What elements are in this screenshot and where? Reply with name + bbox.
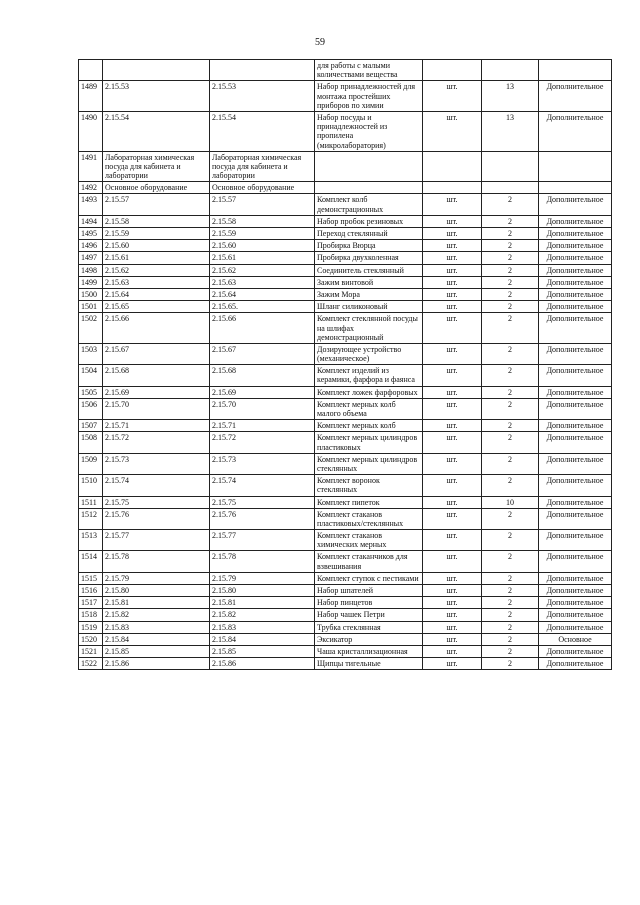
code-cell: 2.15.70: [103, 398, 210, 419]
quantity-cell: 2: [482, 215, 539, 227]
code-secondary-cell: Лабораторная химическая посуда для кабинета и лаборатории: [210, 151, 315, 182]
table-row: [79, 621, 612, 633]
unit-cell: шт.: [423, 365, 482, 386]
unit-cell: шт.: [423, 633, 482, 645]
equipment-type-cell: Дополнительное: [539, 276, 612, 288]
code-cell: 2.15.74: [103, 475, 210, 496]
quantity-cell: 2: [482, 264, 539, 276]
row-number-cell: 1505: [79, 386, 103, 398]
code-secondary-cell: 2.15.86: [210, 658, 315, 670]
row-number-cell: 1493: [79, 194, 103, 215]
quantity-cell: 13: [482, 111, 539, 151]
item-name-cell: Комплект мерных цилиндров пластиковых: [315, 432, 423, 453]
unit-cell: [423, 60, 482, 81]
item-name-cell: [315, 182, 423, 194]
table-row: [79, 240, 612, 252]
code-cell: 2.15.73: [103, 453, 210, 474]
code-secondary-cell: 2.15.74: [210, 475, 315, 496]
equipment-type-cell: Дополнительное: [539, 252, 612, 264]
code-cell: Лабораторная химическая посуда для кабинета и лаборатории: [103, 151, 210, 182]
row-number-cell: 1515: [79, 572, 103, 584]
unit-cell: шт.: [423, 621, 482, 633]
item-name-cell: Пробирка двухколенная: [315, 252, 423, 264]
unit-cell: шт.: [423, 81, 482, 112]
quantity-cell: 2: [482, 645, 539, 657]
item-name-cell: Комплект колб демонстрационных: [315, 194, 423, 215]
quantity-cell: 2: [482, 633, 539, 645]
code-cell: [103, 60, 210, 81]
item-name-cell: Трубка стеклянная: [315, 621, 423, 633]
quantity-cell: 2: [482, 432, 539, 453]
unit-cell: шт.: [423, 301, 482, 313]
row-number-cell: 1510: [79, 475, 103, 496]
code-cell: 2.15.86: [103, 658, 210, 670]
code-cell: 2.15.61: [103, 252, 210, 264]
unit-cell: шт.: [423, 288, 482, 300]
table-row: [79, 151, 612, 182]
code-secondary-cell: 2.15.69: [210, 386, 315, 398]
code-secondary-cell: 2.15.63: [210, 276, 315, 288]
equipment-type-cell: Дополнительное: [539, 572, 612, 584]
code-cell: 2.15.80: [103, 585, 210, 597]
table-row: [79, 215, 612, 227]
equipment-type-cell: Дополнительное: [539, 475, 612, 496]
quantity-cell: 2: [482, 597, 539, 609]
code-secondary-cell: 2.15.57: [210, 194, 315, 215]
quantity-cell: 2: [482, 530, 539, 551]
quantity-cell: 2: [482, 572, 539, 584]
table-row: [79, 398, 612, 419]
row-number-cell: 1503: [79, 343, 103, 364]
unit-cell: шт.: [423, 420, 482, 432]
code-secondary-cell: 2.15.78: [210, 551, 315, 572]
item-name-cell: Комплект ложек фарфоровых: [315, 386, 423, 398]
quantity-cell: 2: [482, 276, 539, 288]
equipment-type-cell: [539, 60, 612, 81]
unit-cell: шт.: [423, 508, 482, 529]
code-cell: 2.15.59: [103, 228, 210, 240]
table-row: [79, 276, 612, 288]
equipment-type-cell: Дополнительное: [539, 420, 612, 432]
row-number-cell: 1495: [79, 228, 103, 240]
row-number-cell: 1514: [79, 551, 103, 572]
code-cell: Основное оборудование: [103, 182, 210, 194]
quantity-cell: 2: [482, 240, 539, 252]
equipment-type-cell: [539, 182, 612, 194]
row-number-cell: 1512: [79, 508, 103, 529]
row-number-cell: 1509: [79, 453, 103, 474]
code-secondary-cell: 2.15.82: [210, 609, 315, 621]
unit-cell: шт.: [423, 252, 482, 264]
unit-cell: шт.: [423, 658, 482, 670]
row-number-cell: 1513: [79, 530, 103, 551]
equipment-type-cell: Дополнительное: [539, 111, 612, 151]
item-name-cell: Комплект стеклянной посуды на шлифах демонстрационный: [315, 313, 423, 344]
code-cell: 2.15.77: [103, 530, 210, 551]
equipment-type-cell: Дополнительное: [539, 264, 612, 276]
row-number-cell: 1519: [79, 621, 103, 633]
code-cell: 2.15.63: [103, 276, 210, 288]
equipment-type-cell: Дополнительное: [539, 658, 612, 670]
table-row: [79, 252, 612, 264]
unit-cell: шт.: [423, 343, 482, 364]
table-body: [79, 60, 612, 670]
item-name-cell: Зажим винтовой: [315, 276, 423, 288]
code-secondary-cell: 2.15.79: [210, 572, 315, 584]
item-name-cell: Шланг силиконовый: [315, 301, 423, 313]
code-secondary-cell: 2.15.83: [210, 621, 315, 633]
equipment-type-cell: Дополнительное: [539, 288, 612, 300]
unit-cell: шт.: [423, 572, 482, 584]
quantity-cell: 2: [482, 194, 539, 215]
row-number-cell: 1498: [79, 264, 103, 276]
code-cell: 2.15.78: [103, 551, 210, 572]
equipment-type-cell: [539, 151, 612, 182]
table-row: [79, 508, 612, 529]
equipment-type-cell: Дополнительное: [539, 621, 612, 633]
code-secondary-cell: 2.15.59: [210, 228, 315, 240]
quantity-cell: 2: [482, 475, 539, 496]
unit-cell: шт.: [423, 276, 482, 288]
item-name-cell: Щипцы тигельные: [315, 658, 423, 670]
row-number-cell: 1518: [79, 609, 103, 621]
quantity-cell: 2: [482, 343, 539, 364]
equipment-type-cell: Дополнительное: [539, 228, 612, 240]
table-row: [79, 420, 612, 432]
table-row: [79, 288, 612, 300]
equipment-type-cell: Дополнительное: [539, 343, 612, 364]
table-row: [79, 194, 612, 215]
equipment-type-cell: Дополнительное: [539, 398, 612, 419]
unit-cell: шт.: [423, 228, 482, 240]
row-number-cell: 1489: [79, 81, 103, 112]
quantity-cell: 2: [482, 301, 539, 313]
quantity-cell: 2: [482, 252, 539, 264]
code-secondary-cell: 2.15.61: [210, 252, 315, 264]
quantity-cell: 2: [482, 585, 539, 597]
code-secondary-cell: 2.15.85: [210, 645, 315, 657]
row-number-cell: 1504: [79, 365, 103, 386]
unit-cell: шт.: [423, 475, 482, 496]
row-number-cell: 1490: [79, 111, 103, 151]
equipment-type-cell: Дополнительное: [539, 432, 612, 453]
item-name-cell: Комплект стаканов химических мерных: [315, 530, 423, 551]
equipment-type-cell: Дополнительное: [539, 313, 612, 344]
code-cell: 2.15.81: [103, 597, 210, 609]
code-secondary-cell: Основное оборудование: [210, 182, 315, 194]
code-cell: 2.15.57: [103, 194, 210, 215]
unit-cell: шт.: [423, 398, 482, 419]
row-number-cell: 1516: [79, 585, 103, 597]
table-row: [79, 60, 612, 81]
item-name-cell: Набор посуды и принадлежностей из пропилена (микролаборатория): [315, 111, 423, 151]
quantity-cell: 2: [482, 453, 539, 474]
unit-cell: шт.: [423, 585, 482, 597]
table-row: [79, 386, 612, 398]
quantity-cell: 2: [482, 365, 539, 386]
code-secondary-cell: 2.15.81: [210, 597, 315, 609]
quantity-cell: 2: [482, 386, 539, 398]
quantity-cell: 2: [482, 398, 539, 419]
quantity-cell: 2: [482, 551, 539, 572]
table-row: [79, 313, 612, 344]
code-secondary-cell: 2.15.80: [210, 585, 315, 597]
table-row: [79, 432, 612, 453]
code-secondary-cell: 2.15.71: [210, 420, 315, 432]
code-cell: 2.15.62: [103, 264, 210, 276]
code-cell: 2.15.83: [103, 621, 210, 633]
item-name-cell: Комплект ступок с пестиками: [315, 572, 423, 584]
row-number-cell: 1501: [79, 301, 103, 313]
code-cell: 2.15.54: [103, 111, 210, 151]
code-cell: 2.15.84: [103, 633, 210, 645]
code-cell: 2.15.60: [103, 240, 210, 252]
equipment-type-cell: Дополнительное: [539, 530, 612, 551]
code-secondary-cell: [210, 60, 315, 81]
table-row: [79, 343, 612, 364]
code-cell: 2.15.67: [103, 343, 210, 364]
quantity-cell: 13: [482, 81, 539, 112]
item-name-cell: Набор пробок резиновых: [315, 215, 423, 227]
table-row: [79, 530, 612, 551]
row-number-cell: 1502: [79, 313, 103, 344]
item-name-cell: Соединитель стеклянный: [315, 264, 423, 276]
equipment-type-cell: Дополнительное: [539, 386, 612, 398]
unit-cell: шт.: [423, 530, 482, 551]
unit-cell: шт.: [423, 264, 482, 276]
item-name-cell: Комплект стаканчиков для взвешивания: [315, 551, 423, 572]
item-name-cell: Комплект стаканов пластиковых/стеклянных: [315, 508, 423, 529]
equipment-type-cell: Дополнительное: [539, 609, 612, 621]
item-name-cell: Комплект мерных колб малого объема: [315, 398, 423, 419]
unit-cell: шт.: [423, 597, 482, 609]
code-secondary-cell: 2.15.72: [210, 432, 315, 453]
code-cell: 2.15.58: [103, 215, 210, 227]
equipment-type-cell: Основное: [539, 633, 612, 645]
equipment-type-cell: Дополнительное: [539, 240, 612, 252]
code-cell: 2.15.72: [103, 432, 210, 453]
code-secondary-cell: 2.15.58: [210, 215, 315, 227]
code-secondary-cell: 2.15.73: [210, 453, 315, 474]
row-number-cell: 1496: [79, 240, 103, 252]
unit-cell: шт.: [423, 432, 482, 453]
code-secondary-cell: 2.15.70: [210, 398, 315, 419]
quantity-cell: 2: [482, 228, 539, 240]
code-secondary-cell: 2.15.77: [210, 530, 315, 551]
row-number-cell: 1517: [79, 597, 103, 609]
table-row: [79, 585, 612, 597]
quantity-cell: [482, 182, 539, 194]
unit-cell: шт.: [423, 609, 482, 621]
table-row: [79, 475, 612, 496]
code-secondary-cell: 2.15.84: [210, 633, 315, 645]
unit-cell: шт.: [423, 551, 482, 572]
table-row: [79, 264, 612, 276]
unit-cell: шт.: [423, 496, 482, 508]
table-row: [79, 182, 612, 194]
equipment-type-cell: Дополнительное: [539, 496, 612, 508]
code-cell: 2.15.53: [103, 81, 210, 112]
equipment-type-cell: Дополнительное: [539, 508, 612, 529]
item-name-cell: Набор пинцетов: [315, 597, 423, 609]
code-secondary-cell: 2.15.66: [210, 313, 315, 344]
row-number-cell: 1497: [79, 252, 103, 264]
code-cell: 2.15.65: [103, 301, 210, 313]
equipment-type-cell: Дополнительное: [539, 551, 612, 572]
table-row: [79, 633, 612, 645]
code-secondary-cell: 2.15.53: [210, 81, 315, 112]
item-name-cell: Дозирующее устройство (механическое): [315, 343, 423, 364]
code-cell: 2.15.66: [103, 313, 210, 344]
item-name-cell: Набор принадлежностей для монтажа простейших приборов по химии: [315, 81, 423, 112]
item-name-cell: Пробирка Вюрца: [315, 240, 423, 252]
equipment-type-cell: Дополнительное: [539, 81, 612, 112]
code-secondary-cell: 2.15.60: [210, 240, 315, 252]
item-name-cell: Комплект мерных цилиндров стеклянных: [315, 453, 423, 474]
quantity-cell: 2: [482, 288, 539, 300]
code-secondary-cell: 2.15.54: [210, 111, 315, 151]
item-name-cell: Чаша кристаллизационная: [315, 645, 423, 657]
table-row: [79, 228, 612, 240]
equipment-type-cell: Дополнительное: [539, 365, 612, 386]
quantity-cell: 2: [482, 658, 539, 670]
table-row: [79, 597, 612, 609]
quantity-cell: 10: [482, 496, 539, 508]
row-number-cell: 1500: [79, 288, 103, 300]
table-row: [79, 551, 612, 572]
table-row: [79, 609, 612, 621]
quantity-cell: 2: [482, 508, 539, 529]
row-number-cell: 1506: [79, 398, 103, 419]
row-number-cell: 1508: [79, 432, 103, 453]
code-cell: 2.15.79: [103, 572, 210, 584]
table-row: [79, 645, 612, 657]
code-cell: 2.15.85: [103, 645, 210, 657]
unit-cell: шт.: [423, 111, 482, 151]
quantity-cell: 2: [482, 609, 539, 621]
row-number-cell: 1511: [79, 496, 103, 508]
code-cell: 2.15.64: [103, 288, 210, 300]
unit-cell: шт.: [423, 215, 482, 227]
table-row: [79, 365, 612, 386]
item-name-cell: [315, 151, 423, 182]
equipment-type-cell: Дополнительное: [539, 301, 612, 313]
code-secondary-cell: 2.15.76: [210, 508, 315, 529]
equipment-type-cell: Дополнительное: [539, 194, 612, 215]
code-secondary-cell: 2.15.64: [210, 288, 315, 300]
unit-cell: шт.: [423, 453, 482, 474]
code-cell: 2.15.68: [103, 365, 210, 386]
row-number-cell: 1492: [79, 182, 103, 194]
page-number: 59: [315, 37, 325, 48]
row-number-cell: 1499: [79, 276, 103, 288]
unit-cell: шт.: [423, 194, 482, 215]
item-name-cell: Набор шпателей: [315, 585, 423, 597]
code-secondary-cell: 2.15.68: [210, 365, 315, 386]
equipment-type-cell: Дополнительное: [539, 645, 612, 657]
item-name-cell: Набор чашек Петри: [315, 609, 423, 621]
row-number-cell: 1520: [79, 633, 103, 645]
code-secondary-cell: 2.15.75: [210, 496, 315, 508]
item-name-cell: Эксикатор: [315, 633, 423, 645]
item-name-cell: Комплект изделий из керамики, фарфора и фаянса: [315, 365, 423, 386]
equipment-type-cell: Дополнительное: [539, 597, 612, 609]
unit-cell: шт.: [423, 645, 482, 657]
row-number-cell: 1507: [79, 420, 103, 432]
table-row: [79, 453, 612, 474]
code-secondary-cell: 2.15.65.: [210, 301, 315, 313]
code-cell: 2.15.71: [103, 420, 210, 432]
item-name-cell: для работы с малыми количествами вещества: [315, 60, 423, 81]
item-name-cell: Комплект мерных колб: [315, 420, 423, 432]
unit-cell: шт.: [423, 386, 482, 398]
code-cell: 2.15.82: [103, 609, 210, 621]
equipment-type-cell: Дополнительное: [539, 215, 612, 227]
equipment-type-cell: Дополнительное: [539, 585, 612, 597]
item-name-cell: Переход стеклянный: [315, 228, 423, 240]
table-row: [79, 572, 612, 584]
code-cell: 2.15.75: [103, 496, 210, 508]
quantity-cell: [482, 151, 539, 182]
code-secondary-cell: 2.15.62: [210, 264, 315, 276]
item-name-cell: Зажим Мора: [315, 288, 423, 300]
quantity-cell: 2: [482, 313, 539, 344]
unit-cell: шт.: [423, 240, 482, 252]
equipment-type-cell: Дополнительное: [539, 453, 612, 474]
quantity-cell: [482, 60, 539, 81]
row-number-cell: 1491: [79, 151, 103, 182]
row-number-cell: 1494: [79, 215, 103, 227]
item-name-cell: Комплект воронок стеклянных: [315, 475, 423, 496]
table-row: [79, 658, 612, 670]
equipment-table: [78, 59, 612, 670]
item-name-cell: Комплект пипеток: [315, 496, 423, 508]
code-secondary-cell: 2.15.67: [210, 343, 315, 364]
quantity-cell: 2: [482, 420, 539, 432]
code-cell: 2.15.76: [103, 508, 210, 529]
unit-cell: шт.: [423, 313, 482, 344]
unit-cell: [423, 182, 482, 194]
unit-cell: [423, 151, 482, 182]
code-cell: 2.15.69: [103, 386, 210, 398]
row-number-cell: 1522: [79, 658, 103, 670]
row-number-cell: 1521: [79, 645, 103, 657]
quantity-cell: 2: [482, 621, 539, 633]
table-row: [79, 496, 612, 508]
table-row: [79, 301, 612, 313]
row-number-cell: [79, 60, 103, 81]
table-row: [79, 81, 612, 112]
table-row: [79, 111, 612, 151]
